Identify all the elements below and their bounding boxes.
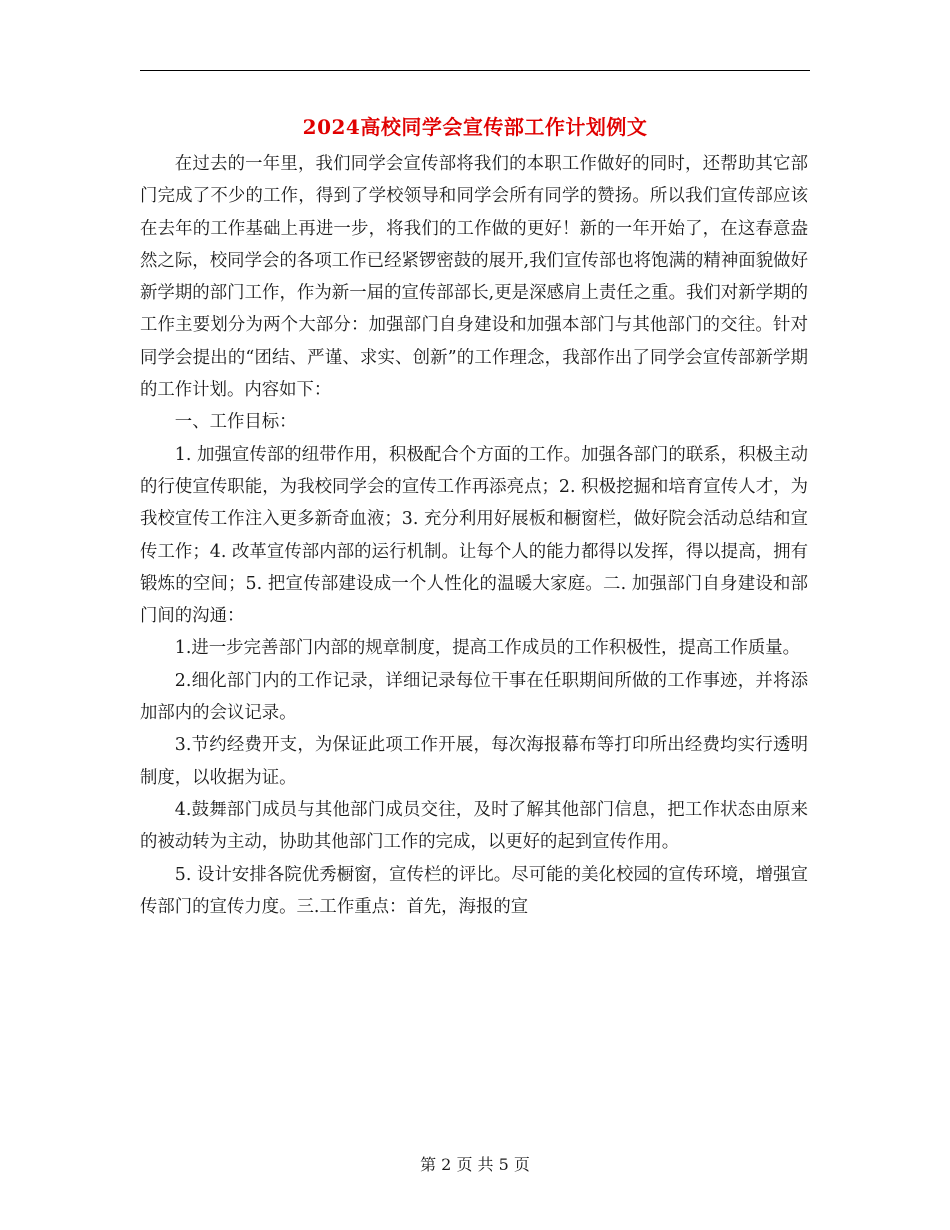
paragraph-intro: 在过去的一年里，我们同学会宣传部将我们的本职工作做好的同时，还帮助其它部门完成了不少的工作，得到了学校领导和同学会所有同学的赞扬。所以我们宣传部应该在去年的工作基础上再进一步，将我们的工作做的更好！新的一年开始了，在这春意盎然之际，校同学会的各项工作已经紧锣密鼓的展开,我们宣传部也将饱满的精神面貌做好新学期的部门工作，作为新一届的宣传部部长,更是深感肩上责任之重。我们对新学期的工作主要划分为两个大部分：加强部门自身建设和加强本部门与其他部门的交往。针对同学会提出的“团结、严谨、求实、创新”的工作理念，我部作出了同学会宣传部新学期的工作计划。内容如下： xyxy=(140,154,808,401)
document-title: 2024高校同学会宣传部工作计划例文 xyxy=(302,115,648,139)
paragraph-item-4: 4.鼓舞部门成员与其他部门成员交往，及时了解其他部门信息，把工作状态由原来的被动转为主动，协助其他部门工作的完成，以更好的起到宣传作用。 xyxy=(140,799,808,853)
paragraph-item-1: 1.进一步完善部门内部的规章制度，提高工作成员的工作积极性，提高工作质量。 xyxy=(174,638,801,659)
paragraph-section-1-heading: 一、工作目标： xyxy=(174,412,297,433)
header-rule xyxy=(140,70,810,71)
document-body xyxy=(140,148,808,923)
paragraph-goals: 1. 加强宣传部的纽带作用，积极配合个方面的工作。加强各部门的联系，积极主动的行使宣传职能，为我校同学会的宣传工作再添亮点；2. 积极挖掘和培育宣传人才，为我校宣传工作注入更多新奇血液；3. 充分利用好展板和橱窗栏，做好院会活动总结和宣传工作；4. 改革宣传部内部的运行机制。让每个人的能力都得以发挥，得以提高，拥有锻炼的空间；5. 把宣传部建设成一个人性化的温暖大家庭。二. 加强部门自身建设和部门间的沟通： xyxy=(140,444,808,627)
page-number-footer: 第 2 页 共 5 页 xyxy=(420,1155,530,1174)
paragraph-item-5: 5. 设计安排各院优秀橱窗，宣传栏的评比。尽可能的美化校园的宣传环境，增强宣传部门的宣传力度。三.工作重点：首先，海报的宣 xyxy=(140,864,808,917)
paragraph-item-3: 3.节约经费开支，为保证此项工作开展，每次海报幕布等打印所出经费均实行透明制度，以收据为证。 xyxy=(140,735,808,788)
paragraph-item-2: 2.细化部门内的工作记录，详细记录每位干事在任职期间所做的工作事迹，并将添加部内的会议记录。 xyxy=(140,670,808,724)
